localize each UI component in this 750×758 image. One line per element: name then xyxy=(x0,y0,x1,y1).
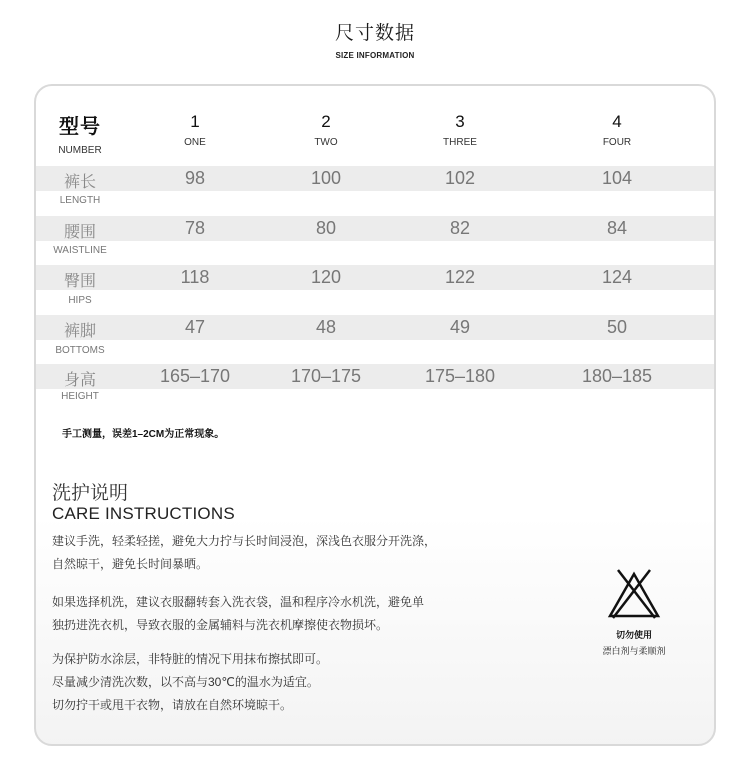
row-sublabel-hips: HIPS xyxy=(68,295,92,306)
number-header xyxy=(52,110,108,156)
care-paragraph-2 xyxy=(52,591,522,637)
row-label-height: 身高 xyxy=(63,372,96,389)
care-title-en: CARE INSTRUCTIONS xyxy=(52,504,235,523)
care-line: 独扔进洗衣机，导致衣服的金属辅料与洗衣机摩擦使衣物损坏。 xyxy=(52,618,389,632)
table-cell: 48 xyxy=(315,317,337,337)
table-cell: 49 xyxy=(449,317,471,337)
table-cell: 175–180 xyxy=(424,366,496,386)
care-paragraph-1 xyxy=(52,530,522,576)
measurement-note: 手工测量，误差1–2CM为正常现象。 xyxy=(62,429,225,440)
care-line: 如果选择机洗，建议衣服翻转套入洗衣袋，温和程序冷水机洗，避免单 xyxy=(52,595,425,609)
column-header-2 xyxy=(296,112,356,148)
header xyxy=(0,18,750,60)
table-cell: 118 xyxy=(180,267,210,287)
row-sublabel-length: LENGTH xyxy=(59,195,101,206)
table-cell: 120 xyxy=(310,267,342,287)
table-cell: 122 xyxy=(444,267,476,287)
table-cell: 170–175 xyxy=(290,366,362,386)
row-sublabel-bottoms: BOTTOMS xyxy=(55,345,105,356)
column-word: ONE xyxy=(184,137,206,148)
column-header-4 xyxy=(587,112,647,148)
table-cell: 100 xyxy=(310,168,342,188)
warning-title: 切勿使用 xyxy=(615,630,652,640)
page-title: 尺寸数据 xyxy=(334,23,415,44)
page-subtitle: SIZE INFORMATION xyxy=(335,51,415,60)
table-cell: 124 xyxy=(601,267,633,287)
column-header-1 xyxy=(165,112,225,148)
care-line: 为保护防水涂层，非特脏的情况下用抹布擦拭即可。 xyxy=(52,652,329,666)
care-title-cn: 洗护说明 xyxy=(52,483,129,504)
warning-block xyxy=(578,566,690,657)
care-line: 建议手洗，轻柔轻搓，避免大力拧与长时间浸泡，深浅色衣服分开洗涤， xyxy=(52,534,437,548)
table-cell: 102 xyxy=(444,168,476,188)
row-label-hips: 臀围 xyxy=(63,273,96,290)
care-line: 切勿拧干或甩干衣物，请放在自然环境晾干。 xyxy=(52,698,293,712)
column-number: 4 xyxy=(612,112,622,131)
column-word: FOUR xyxy=(602,137,632,148)
row-sublabel-height: HEIGHT xyxy=(61,391,99,402)
column-word: TWO xyxy=(314,137,338,148)
column-word: THREE xyxy=(443,137,477,148)
column-number: 3 xyxy=(455,112,465,131)
care-line: 自然晾干，避免长时间暴晒。 xyxy=(52,557,209,571)
row-label-waistline: 腰围 xyxy=(63,224,96,241)
table-cell: 104 xyxy=(601,168,633,188)
number-label-cn: 型号 xyxy=(59,116,101,138)
table-cell: 47 xyxy=(184,317,206,337)
table-cell: 78 xyxy=(184,218,206,238)
care-paragraph-3 xyxy=(52,648,522,717)
table-cell: 98 xyxy=(184,168,206,188)
table-cell: 50 xyxy=(606,317,628,337)
no-bleach-icon xyxy=(605,566,663,622)
table-cell: 180–185 xyxy=(581,366,653,386)
row-sublabel-waistline: WAISTLINE xyxy=(53,245,107,256)
care-line: 尽量减少清洗次数，以不高与30℃的温水为适宜。 xyxy=(52,675,319,689)
number-label-en: NUMBER xyxy=(58,145,102,156)
row-label-length: 裤长 xyxy=(63,174,96,191)
warning-text: 漂白剂与柔顺剂 xyxy=(602,646,666,656)
table-cell: 82 xyxy=(449,218,471,238)
table-cell: 80 xyxy=(315,218,337,238)
column-number: 2 xyxy=(321,112,331,131)
row-label-bottoms: 裤脚 xyxy=(63,323,96,340)
column-number: 1 xyxy=(190,112,200,131)
table-cell: 165–170 xyxy=(159,366,231,386)
table-cell: 84 xyxy=(606,218,628,238)
column-header-3 xyxy=(430,112,490,148)
